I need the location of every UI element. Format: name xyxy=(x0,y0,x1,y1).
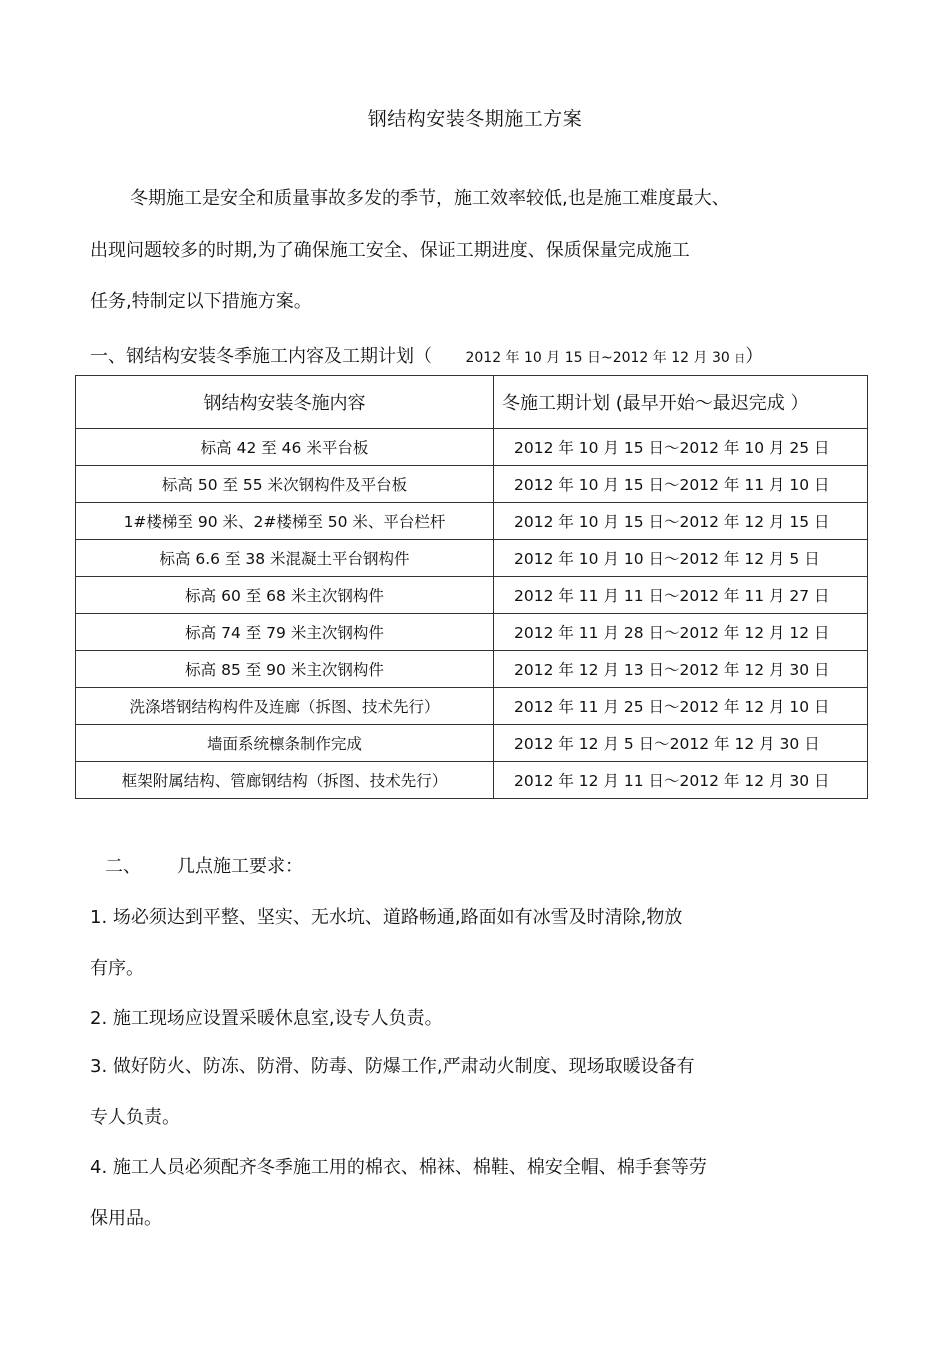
document-title: 钢结构安装冬期施工方案 xyxy=(367,108,583,130)
header-schedule: 冬施工期计划 (最早开始～最迟完成 ） xyxy=(494,376,868,429)
table-row xyxy=(76,466,868,503)
section-1-heading-text: 一、钢结构安装冬季施工内容及工期计划（ xyxy=(90,346,432,367)
intro-line-2: 出现问题较多的时期,为了确保施工安全、保证工期进度、保质保量完成施工 xyxy=(90,240,690,261)
schedule-table xyxy=(75,375,868,799)
table-row xyxy=(76,762,868,799)
section-1-period: 2012 年 10 月 15 日~2012 年 12 月 30 xyxy=(465,350,735,366)
row-schedule: 2012 年 10 月 15 日～2012 年 10 月 25 日 xyxy=(494,429,868,466)
table-row xyxy=(76,688,868,725)
row-content: 洗涤塔钢结构构件及连廊（拆图、技术先行） xyxy=(76,688,494,725)
requirement-1-line-2: 有序。 xyxy=(90,958,144,979)
requirement-4-line-1: 4. 施工人员必须配齐冬季施工用的棉衣、棉袜、棉鞋、棉安全帽、棉手套等劳 xyxy=(90,1157,707,1178)
row-schedule: 2012 年 12 月 5 日～2012 年 12 月 30 日 xyxy=(494,725,868,762)
row-content: 标高 6.6 至 38 米混凝土平台钢构件 xyxy=(76,540,494,577)
section-2-heading xyxy=(105,852,303,878)
table-row xyxy=(76,577,868,614)
row-schedule: 2012 年 11 月 25 日～2012 年 12 月 10 日 xyxy=(494,688,868,725)
requirement-3-line-1: 3. 做好防火、防冻、防滑、防毒、防爆工作,严肃动火制度、现场取暖设备有 xyxy=(90,1056,695,1077)
row-schedule: 2012 年 12 月 11 日～2012 年 12 月 30 日 xyxy=(494,762,868,799)
row-content: 标高 85 至 90 米主次钢构件 xyxy=(76,651,494,688)
row-content: 标高 50 至 55 米次钢构件及平台板 xyxy=(76,466,494,503)
table-row xyxy=(76,651,868,688)
section-2-number: 二、 xyxy=(105,856,141,877)
table-row xyxy=(76,503,868,540)
table-header-row xyxy=(76,376,868,429)
row-content: 标高 60 至 68 米主次钢构件 xyxy=(76,577,494,614)
section-2-heading-text: 几点施工要求： xyxy=(177,856,303,877)
row-schedule: 2012 年 10 月 15 日～2012 年 11 月 10 日 xyxy=(494,466,868,503)
requirement-1-line-1: 1. 场必须达到平整、坚实、无水坑、道路畅通,路面如有冰雪及时清除,物放 xyxy=(90,907,683,928)
intro-line-3: 任务,特制定以下措施方案。 xyxy=(90,291,312,312)
header-content: 钢结构安装冬施内容 xyxy=(76,376,494,429)
section-1-close: ） xyxy=(745,346,764,367)
row-content: 框架附属结构、管廊钢结构（拆图、技术先行） xyxy=(76,762,494,799)
row-schedule: 2012 年 11 月 11 日～2012 年 11 月 27 日 xyxy=(494,577,868,614)
requirement-3-line-2: 专人负责。 xyxy=(90,1107,180,1128)
row-schedule: 2012 年 10 月 10 日～2012 年 12 月 5 日 xyxy=(494,540,868,577)
row-schedule: 2012 年 10 月 15 日～2012 年 12 月 15 日 xyxy=(494,503,868,540)
row-content: 标高 42 至 46 米平台板 xyxy=(76,429,494,466)
table-row xyxy=(76,429,868,466)
requirement-4-line-2: 保用品。 xyxy=(90,1208,162,1229)
row-schedule: 2012 年 12 月 13 日～2012 年 12 月 30 日 xyxy=(494,651,868,688)
section-1-period-end: 日 xyxy=(734,352,746,365)
intro-line-1: 冬期施工是安全和质量事故多发的季节，施工效率较低,也是施工难度最大、 xyxy=(130,188,730,209)
row-content: 墙面系统檩条制作完成 xyxy=(76,725,494,762)
section-1-heading xyxy=(90,342,763,368)
row-content: 1#楼梯至 90 米、2#楼梯至 50 米、平台栏杆 xyxy=(76,503,494,540)
row-content: 标高 74 至 79 米主次钢构件 xyxy=(76,614,494,651)
table-row xyxy=(76,540,868,577)
table-row xyxy=(76,614,868,651)
requirement-2-line-1: 2. 施工现场应设置采暖休息室,设专人负责。 xyxy=(90,1008,443,1029)
row-schedule: 2012 年 11 月 28 日～2012 年 12 月 12 日 xyxy=(494,614,868,651)
table-row xyxy=(76,725,868,762)
